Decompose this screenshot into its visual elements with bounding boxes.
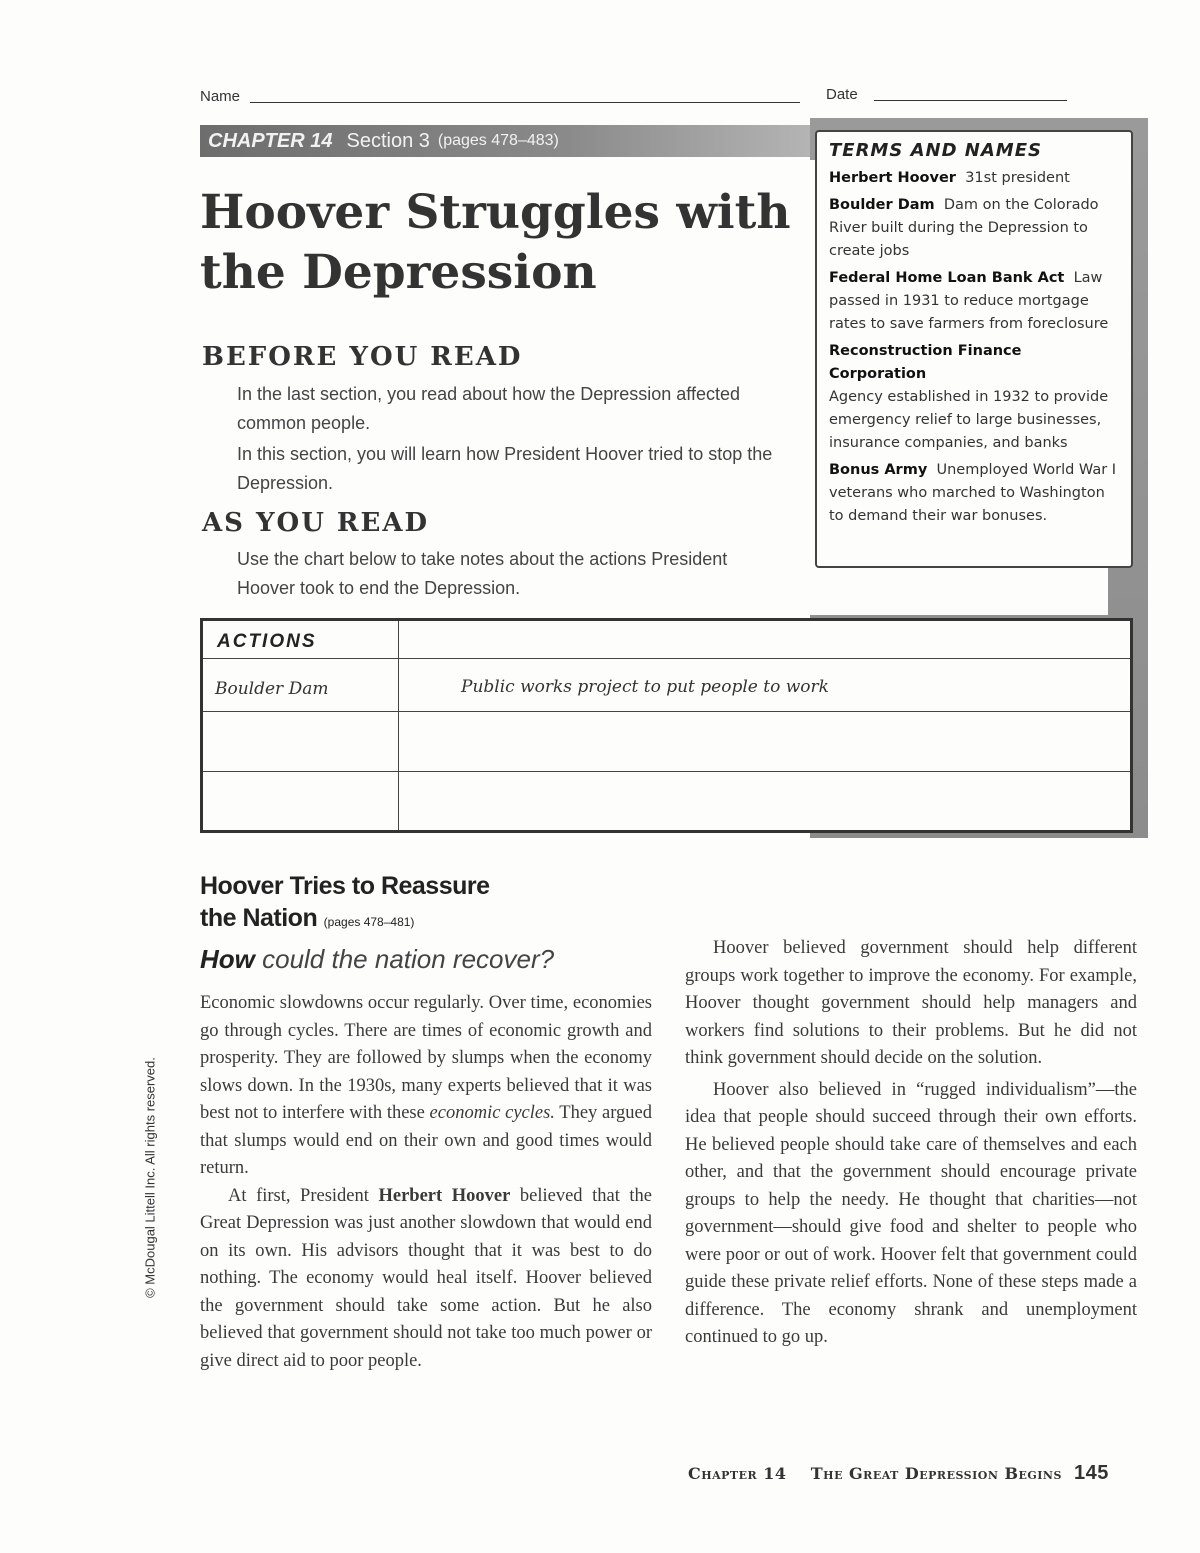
term-item [829,267,1121,336]
term-name: Boulder Dam [829,197,935,213]
chart-row1-action[interactable]: Boulder Dam [215,679,329,699]
text-column-left [200,990,652,1375]
paragraph [200,1183,652,1376]
section-number: Section 3 [346,129,430,152]
before-you-read-p2: In this section, you will learn how President Hoover tried to stop the Depression. [237,444,773,493]
question-rest: could the nation recover? [254,944,555,974]
footer-chapter: Chapter 14 [688,1464,787,1483]
page-number: 145 [1073,1462,1109,1484]
section-heading-line2: the Nation [200,904,318,932]
paragraph [200,990,652,1183]
name-label: Name [200,88,241,105]
as-you-read-heading: AS YOU READ [202,508,430,538]
term-name: Federal Home Loan Bank Act [829,270,1065,286]
chapter-bar [200,125,810,157]
before-you-read-heading: BEFORE YOU READ [202,342,523,372]
chart-row2-note-cell[interactable] [400,713,1130,770]
chart-row3-action-cell[interactable] [203,773,397,831]
section-question [200,944,554,975]
paragraph-bold: Herbert Hoover [378,1185,511,1206]
terms-title: TERMS AND NAMES [829,140,1042,161]
terms-and-names-box [815,130,1133,568]
term-item [829,167,1121,190]
chart-row2-action-cell[interactable] [203,713,397,770]
section-heading-pages: (pages 478–481) [323,915,415,929]
before-you-read-p1: In the last section, you read about how the Depression affected common people. [237,384,740,433]
term-name: Bonus Army [829,462,928,478]
text-column-right [685,935,1137,1352]
chart-row-divider [203,658,1130,659]
page-footer [688,1462,1109,1485]
footer-title: The Great Depression Begins [810,1464,1062,1483]
paragraph-text: believed that the Great Depression was just another slowdown that would end on its own. His advisors thought that it was best to do nothing. The economy would heal itself. Hoover believed the government should take some action. But he also believed that government should not take too much power or give direct aid to poor people. [200,1185,652,1371]
term-item [829,194,1121,263]
term-def: Agency established in 1932 to provide emergency relief to large businesses, insurance companies, and banks [829,389,1109,451]
copyright-notice: © McDougal Littell Inc. All rights reserved. [142,1057,158,1298]
chart-column-divider [398,621,399,830]
page-title: Hoover Struggles with the Depression [200,185,791,300]
date-line[interactable] [874,100,1067,101]
term-def: Law passed in 1931 to reduce mortgage rates to save farmers from foreclosure [829,270,1109,332]
actions-chart [200,618,1133,833]
chapter-number: CHAPTER 14 [208,129,333,152]
chart-row-divider [203,711,1130,712]
chart-heading: ACTIONS [217,631,317,652]
term-def: Dam on the Colorado River built during the Depression to create jobs [829,197,1099,259]
paragraph-emphasis: economic cycles. [429,1103,555,1123]
paragraph: Hoover believed government should help different groups work together to improve the economy. For example, Hoover thought government should help managers and workers find solutions to their problems. But he did not think government should decide on the solution. [685,938,1137,1068]
section-heading [200,870,490,938]
term-item [829,340,1121,455]
name-line[interactable] [250,102,800,103]
paragraph: Hoover also believed in “rugged individualism”—the idea that people should succeed through their own efforts. He believed people should take care of themselves and each other, and that the government should encourage private groups to help the needy. He thought that charities—not government—should give food and shelter to people who were poor or out of work. Hoover felt that government could guide these private relief efforts. None of these steps made a difference. The economy shrank and unemployment continued to go up. [685,1079,1137,1347]
date-label: Date [826,86,858,103]
term-name: Herbert Hoover [829,170,956,186]
chart-row-divider [203,771,1130,772]
as-you-read-p1: Use the chart below to take notes about the actions President Hoover took to end the Depression. [237,549,728,598]
paragraph-text: They argued that slumps would end on their own and good times would return. [200,1103,652,1178]
section-heading-line1: Hoover Tries to Reassure [200,872,490,900]
chart-row3-note-cell[interactable] [400,773,1130,831]
term-item [829,459,1121,528]
term-def: 31st president [965,170,1070,186]
question-bold: How [200,944,255,974]
paragraph-text: At first, President [228,1185,379,1206]
chart-row1-note[interactable]: Public works project to put people to work [461,677,829,697]
term-name: Reconstruction Finance Corporation [829,343,1022,382]
section-pages: (pages 478–483) [437,132,559,149]
paragraph-text: Economic slowdowns occur regularly. Over time, economies go through cycles. There are times of economic growth and prosperity. They are followed by slumps when the economy slows down. In the 1930s, many experts believed that it was best not to interfere with these [200,993,652,1123]
term-def: Unemployed World War I veterans who marched to Washington to demand their war bonuses. [829,462,1117,524]
